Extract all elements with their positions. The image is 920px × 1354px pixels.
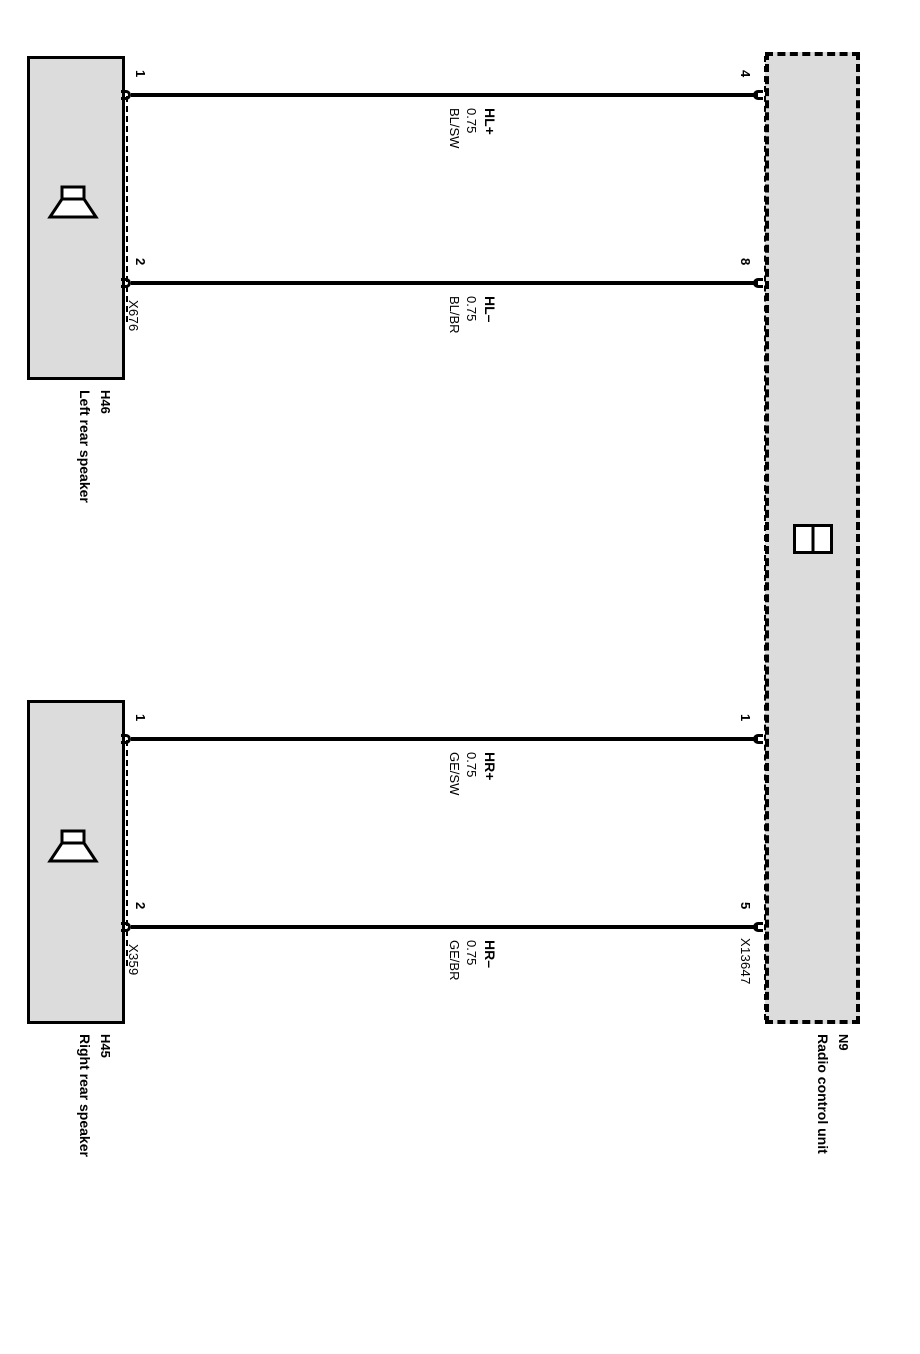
pin-label-h45-2: 2 — [133, 902, 148, 910]
wire-hl-plus — [131, 93, 758, 97]
wire-size-hl-minus: 0.75 — [464, 296, 479, 322]
connector-label-x13647: X13647 — [738, 938, 753, 985]
pin-label-h45-1: 1 — [133, 714, 148, 722]
connector-label-x359: X359 — [126, 944, 141, 976]
speaker-icon — [44, 184, 102, 232]
component-code-h46: H46 — [98, 390, 113, 414]
pin-label-h46-2: 2 — [133, 258, 148, 266]
terminal-n9-pin4 — [753, 90, 763, 100]
connector-boundary-x13647 — [764, 56, 766, 1020]
signal-label-hl-plus: HL+ — [482, 108, 498, 135]
signal-label-hl-minus: HL– — [482, 296, 498, 323]
wire-hr-plus — [131, 737, 758, 741]
terminal-n9-pin5 — [753, 922, 763, 932]
component-code-h45: H45 — [98, 1034, 113, 1058]
terminal-h46-pin1 — [121, 90, 131, 100]
terminal-h45-pin2 — [121, 922, 131, 932]
connector-boundary-x359 — [126, 740, 128, 966]
pin-label-n9-8: 8 — [738, 258, 753, 266]
wire-size-hl-plus: 0.75 — [464, 108, 479, 134]
wire-size-hr-plus: 0.75 — [464, 752, 479, 778]
signal-label-hr-plus: HR+ — [482, 752, 498, 781]
wire-size-hr-minus: 0.75 — [464, 940, 479, 966]
signal-label-hr-minus: HR– — [482, 940, 498, 969]
speaker-icon — [44, 828, 102, 876]
pin-label-n9-5: 5 — [738, 902, 753, 910]
component-name-radio-control-unit: Radio control unit — [815, 1034, 831, 1154]
terminal-n9-pin1 — [753, 734, 763, 744]
wire-hr-minus — [131, 925, 758, 929]
connector-boundary-x676 — [126, 96, 128, 322]
component-code-n9: N9 — [836, 1034, 851, 1051]
terminal-n9-pin8 — [753, 278, 763, 288]
component-name-left-rear-speaker: Left rear speaker — [77, 390, 93, 503]
component-name-right-rear-speaker: Right rear speaker — [77, 1034, 93, 1157]
terminal-h45-pin1 — [121, 734, 131, 744]
terminal-h46-pin2 — [121, 278, 131, 288]
wire-hl-minus — [131, 281, 758, 285]
wire-color-hl-minus: BL/BR — [447, 296, 462, 334]
pin-label-h46-1: 1 — [133, 70, 148, 78]
pin-label-n9-4: 4 — [738, 70, 753, 78]
connector-label-x676: X676 — [126, 300, 141, 332]
connector-icon — [793, 524, 833, 554]
wire-color-hr-minus: GE/BR — [447, 940, 462, 981]
wire-color-hr-plus: GE/SW — [447, 752, 462, 796]
pin-label-n9-1: 1 — [738, 714, 753, 722]
wire-color-hl-plus: BL/SW — [447, 108, 462, 149]
